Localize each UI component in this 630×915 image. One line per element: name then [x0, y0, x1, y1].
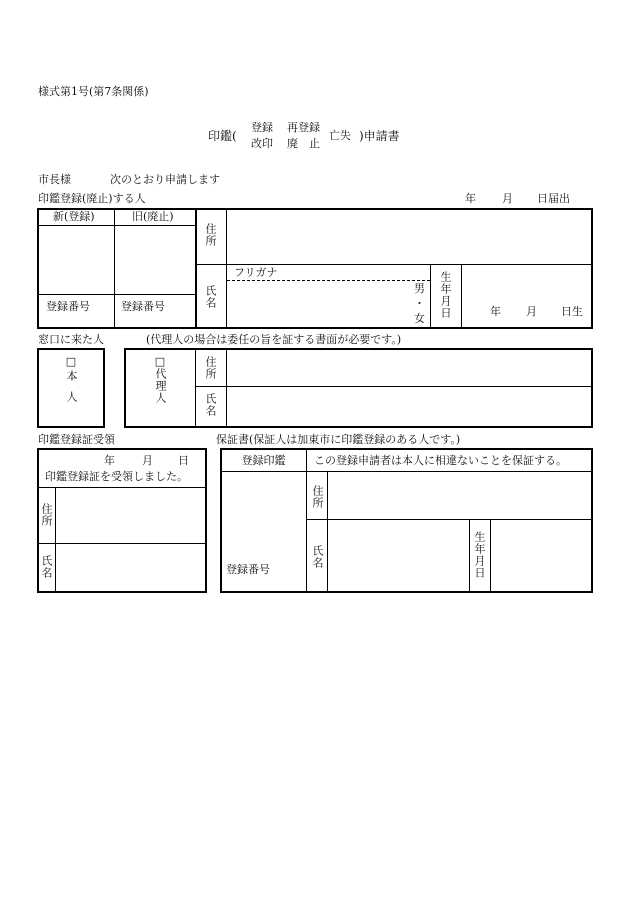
proxy-label: 代理人 [154, 368, 167, 404]
divider [221, 471, 592, 472]
divider [38, 487, 206, 488]
birth-day: 日生 [561, 305, 583, 318]
divider [38, 225, 195, 226]
submit-date-year: 年 [465, 192, 476, 205]
divider [38, 543, 206, 544]
title-option-register: 登録 [251, 121, 273, 134]
divider [307, 519, 592, 520]
receipt-address-label: 住所 [40, 503, 53, 527]
receipt-year: 年 [104, 454, 115, 467]
title-option-reregister: 再登録 [287, 121, 320, 134]
sex-female: 女 [414, 312, 425, 325]
divider [114, 209, 115, 328]
submit-date-day: 日届出 [537, 192, 570, 205]
name-label: 氏名 [204, 285, 217, 309]
section3-heading: 印鑑登録証受領 [38, 433, 115, 446]
birth-year: 年 [490, 305, 501, 318]
divider [226, 209, 227, 328]
divider [490, 520, 491, 592]
guarantor-reg-number-label: 登録番号 [226, 563, 270, 576]
title-suffix: )申請書 [359, 129, 400, 143]
divider [55, 488, 56, 592]
receipt-statement: 印鑑登録証を受領しました。 [45, 470, 188, 483]
divider [196, 386, 592, 387]
old-abolish-label: 旧(廃止) [132, 210, 174, 223]
self-checkbox[interactable]: □ [65, 355, 77, 368]
birth-month: 月 [526, 305, 537, 318]
divider [327, 472, 328, 592]
section2-heading: 窓口に来た人 [38, 333, 104, 346]
furigana-label: フリガナ [234, 266, 278, 279]
new-register-label: 新(登録) [53, 210, 95, 223]
title-option-abolish: 廃 止 [287, 137, 320, 150]
proxy-checkbox[interactable]: □ [154, 355, 166, 368]
guarantee-statement: この登録申請者は本人に相違ないことを保証する。 [314, 454, 567, 467]
title-option-change: 改印 [251, 137, 273, 150]
proxy-note: (代理人の場合は委任の旨を証する書面が必要です。) [146, 333, 402, 346]
divider [469, 520, 470, 592]
guarantee-box [220, 448, 593, 593]
submit-date-month: 月 [502, 192, 513, 205]
title-prefix: 印鑑( [208, 129, 237, 143]
sex-male: 男 [414, 282, 425, 295]
guarantor-birthdate-label: 生年月日 [473, 531, 486, 579]
title-option-lost: 亡失 [329, 129, 351, 142]
address-label: 住所 [204, 223, 217, 247]
divider [38, 294, 195, 295]
guarantor-address-label: 住所 [311, 485, 324, 509]
section1-heading: 印鑑登録(廃止)する人 [38, 192, 146, 205]
section4-heading: 保証書(保証人は加東市に印鑑登録のある人です。) [216, 433, 461, 446]
divider [226, 349, 227, 427]
birthdate-label: 生年月日 [439, 271, 452, 319]
registered-seal-label: 登録印鑑 [241, 454, 286, 467]
divider [227, 280, 430, 281]
receipt-month: 月 [142, 454, 153, 467]
proxy-address-label: 住所 [204, 356, 217, 380]
proxy-name-label: 氏名 [204, 393, 217, 417]
divider [196, 264, 592, 265]
receipt-name-label: 氏名 [40, 555, 53, 579]
form-number: 様式第1号(第7条関係) [38, 85, 149, 98]
request-line: 次のとおり申請します [110, 173, 220, 186]
sex-separator: ・ [414, 297, 425, 310]
old-reg-number-label: 登録番号 [121, 300, 165, 313]
divider [430, 264, 431, 328]
self-label: 本人 [65, 370, 78, 412]
divider [195, 209, 197, 328]
addressee: 市長様 [38, 173, 71, 186]
divider [461, 264, 462, 328]
receipt-day: 日 [178, 454, 189, 467]
new-reg-number-label: 登録番号 [46, 300, 90, 313]
guarantor-name-label: 氏名 [311, 545, 324, 569]
